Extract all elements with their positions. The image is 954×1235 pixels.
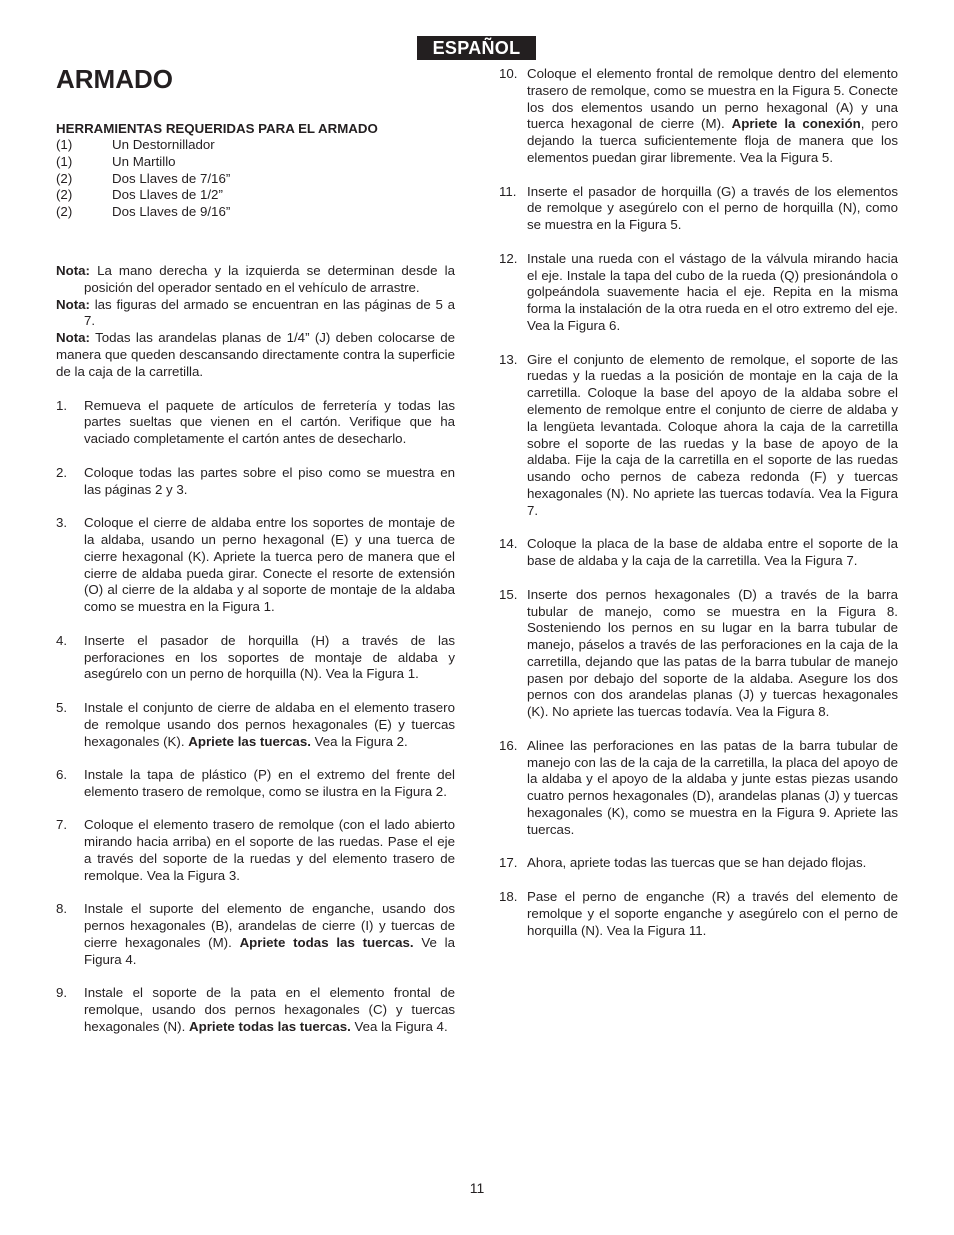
note-label: Nota: bbox=[56, 262, 90, 278]
step-number: 14. bbox=[499, 536, 518, 552]
tool-qty: (2) bbox=[56, 187, 73, 203]
page-number: 11 bbox=[469, 1180, 485, 1196]
tool-item bbox=[56, 137, 455, 154]
step-text: Instale el conjunto de cierre de aldaba en el elemento trasero de remolque usando dos pernos hexagonales (E) y tuercas hexagonales (K). Apriete las tuercas. Vea la Figura 2. bbox=[84, 699, 455, 749]
tool-name: Un Martillo bbox=[112, 153, 176, 169]
language-badge: ESPAÑOL bbox=[417, 36, 536, 60]
step-text: Coloque todas las partes sobre el piso como se muestra en las páginas 2 y 3. bbox=[84, 464, 455, 497]
step-text: Instale el suporte del elemento de enganche, usando dos pernos hexagonales (B), arandelas de cierre (I) y tuercas de cierre hexagonales (M). Apriete todas las tuercas. Ve la Figura 4. bbox=[84, 901, 455, 967]
notes-block bbox=[56, 263, 455, 381]
step-number: 12. bbox=[499, 250, 518, 266]
tool-item bbox=[56, 154, 455, 171]
step-number: 1. bbox=[56, 397, 68, 413]
tool-name: Dos Llaves de 9/16” bbox=[112, 204, 231, 220]
note-text: Todas las arandelas planas de 1/4” (J) deben colocarse de manera que queden descansando directamente contra la superficie de la caja de la carretilla. bbox=[56, 330, 455, 379]
step-item bbox=[56, 901, 455, 968]
step-item bbox=[499, 855, 898, 872]
step-number: 3. bbox=[56, 515, 68, 531]
tool-qty: (1) bbox=[56, 153, 73, 169]
tool-qty: (1) bbox=[56, 137, 73, 152]
step-item bbox=[56, 767, 455, 801]
left-column bbox=[56, 120, 455, 1053]
step-item bbox=[499, 587, 898, 721]
tool-item bbox=[56, 204, 455, 221]
note bbox=[56, 330, 455, 380]
tool-qty: (2) bbox=[56, 170, 73, 186]
step-number: 16. bbox=[499, 737, 518, 753]
step-text: Instale el soporte de la pata en el elemento frontal de remolque, usando dos pernos hexagonales (C) y tuercas hexagonales (N). Apriete todas las tuercas. Vea la Figura 4. bbox=[84, 985, 455, 1035]
tool-name: Dos Llaves de 7/16” bbox=[112, 170, 231, 186]
step-item bbox=[56, 985, 455, 1035]
step-text: Ahora, apriete todas las tuercas que se han dejado flojas. bbox=[527, 855, 867, 871]
step-number: 2. bbox=[56, 464, 68, 480]
note-text: La mano derecha y la izquierda se determinan desde la posición del operador sentado en el vehículo de arrastre. bbox=[84, 262, 455, 295]
step-text: Gire el conjunto de elemento de remolque, el soporte de las ruedas y la ruedas a la posición de montaje en la caja de la carretilla. Coloque la base del apoyo de la aldaba sobre el elemento de remolque entre el conjunto de cierre de aldaba y la lengüeta levantada. Coloque ahora la caja de la carretilla sobre el soporte de las ruedas y la base de apoyo de la aldaba. Fije la caja de la carretilla en el soporte de las ruedas usando ocho pernos de cabeza redonda (F) y tuercas hexagonales (N). No apriete las tuercas todavía. Vea la Figura 7. bbox=[527, 351, 898, 518]
step-number: 11. bbox=[499, 183, 517, 199]
step-text: Alinee las perforaciones en las patas de la barra tubular de manejo con las de la caja de la carretilla, la placa del apoyo de la aldaba y el apoyo de la aldaba y junte estas piezas usando cuatro pernos hexagonales (D), arandelas planas (J) y tuercas hexagonales (K), como se muestra en la Figura 9. Apriete las tuercas. bbox=[527, 737, 898, 837]
step-text: Inserte el pasador de horquilla (H) a través de las perforaciones en los soportes de montaje de aldaba y asegúrelo con un perno de horquilla (N). Vea la Figura 1. bbox=[84, 632, 455, 682]
tool-qty: (2) bbox=[56, 204, 73, 220]
note-label: Nota: bbox=[56, 296, 90, 312]
step-item bbox=[499, 184, 898, 234]
step-item bbox=[499, 251, 898, 335]
note-label: Nota: bbox=[56, 330, 90, 346]
tool-item bbox=[56, 187, 455, 204]
step-item bbox=[499, 352, 898, 520]
step-text: Coloque la placa de la base de aldaba entre el soporte de la base de aldaba y la caja de la carretilla. Vea la Figura 7. bbox=[527, 536, 898, 569]
step-text: Inserte dos pernos hexagonales (D) a través de la barra tubular de manejo, como se muestra en la Figura 8. Sosteniendo los pernos en su lugar en la barra tubular de manejo, páselos a través de las perforaciones en la caja de la carretilla, dejando que las patas de la barra tubular de manejo pasen por debajo del soporte de la aldaba. Asegure los dos pernos con dos arandelas planas (J) y tuercas hexagonales (K). No apriete las tuercas todavía. Vea la Figura 8. bbox=[527, 586, 898, 720]
step-number: 9. bbox=[56, 985, 68, 1001]
step-text: Coloque el cierre de aldaba entre los soportes de montaje de la aldaba, usando un perno hexagonal (E) y una tuerca de cierre hexagonal (K). Apriete la tuerca pero de manera que el cierre de aldaba pueda girar. Conecte el resorte de extensión (O) al cierre de la aldaba y al soporte de montaje de la aldaba como se muestra en la Figura 1. bbox=[84, 515, 455, 615]
step-item bbox=[499, 66, 898, 167]
step-text: Coloque el elemento frontal de remolque dentro del elemento trasero de remolque, como se muestra en la Figura 5. Conecte los dos elementos usando un perno hexagonal (A) y una tuerca hexagonal de cierre (M). Apriete la conexión, pero dejando la tuerca suficientemente floja de manera que los elementos puedan girar libremente. Vea la Figura 5. bbox=[527, 66, 898, 165]
step-text: Remueva el paquete de artículos de ferretería y todas las partes sueltas que vienen en el cartón. Verifique que ha vaciado completamente el cartón antes de desecharlo. bbox=[84, 397, 455, 447]
step-number: 10. bbox=[499, 66, 518, 81]
note-text: las figuras del armado se encuentran en las páginas de 5 a 7. bbox=[84, 296, 455, 329]
step-item bbox=[499, 889, 898, 939]
tool-name: Dos Llaves de 1/2” bbox=[112, 187, 223, 203]
step-number: 5. bbox=[56, 699, 68, 715]
step-text: Coloque el elemento trasero de remolque (con el lado abierto mirando hacia arriba) en el soporte de las ruedas. Pase el eje a través del soporte de la ruedas y del elemento trasero de remolque. Vea la Figura 3. bbox=[84, 817, 455, 883]
step-item bbox=[56, 700, 455, 750]
step-item bbox=[56, 465, 455, 499]
step-number: 7. bbox=[56, 817, 68, 833]
note bbox=[56, 297, 455, 331]
step-text: Instale una rueda con el vástago de la válvula mirando hacia el eje. Instale la tapa del cubo de la rueda (Q) presionándola o golpeándola suavemente hacia el eje. Repita en la misma forma la instalación de la otra rueda en el otro extremo del eje. Vea la Figura 6. bbox=[527, 250, 898, 333]
step-item bbox=[56, 515, 455, 616]
step-item bbox=[56, 398, 455, 448]
step-number: 13. bbox=[499, 351, 518, 367]
page-title: ARMADO bbox=[56, 64, 173, 94]
step-item bbox=[499, 738, 898, 839]
step-item bbox=[56, 633, 455, 683]
right-column bbox=[499, 66, 898, 956]
step-number: 15. bbox=[499, 586, 518, 602]
step-number: 17. bbox=[499, 855, 518, 871]
step-number: 8. bbox=[56, 901, 68, 917]
step-text: Inserte el pasador de horquilla (G) a través de los elementos de remolque y asegúrelo con el perno de horquilla (N), como se muestra en la Figura 5. bbox=[527, 183, 898, 233]
step-text: Pase el perno de enganche (R) a través del elemento de remolque y el soporte enganche y asegúrelo con el perno de horquilla (N). Vea la Figura 11. bbox=[527, 889, 898, 938]
step-item bbox=[56, 817, 455, 884]
step-number: 4. bbox=[56, 632, 68, 648]
tool-item bbox=[56, 171, 455, 188]
tools-heading: HERRAMIENTAS REQUERIDAS PARA EL ARMADO bbox=[56, 121, 378, 136]
step-number: 6. bbox=[56, 767, 68, 783]
note bbox=[56, 263, 455, 297]
steps-left bbox=[56, 398, 455, 1036]
tool-name: Un Destornillador bbox=[112, 137, 215, 152]
tools-list bbox=[56, 137, 455, 221]
step-item bbox=[499, 536, 898, 570]
step-number: 18. bbox=[499, 889, 518, 905]
step-text: Instale la tapa de plástico (P) en el extremo del frente del elemento trasero de remolque, como se ilustra en la Figura 2. bbox=[84, 767, 455, 799]
